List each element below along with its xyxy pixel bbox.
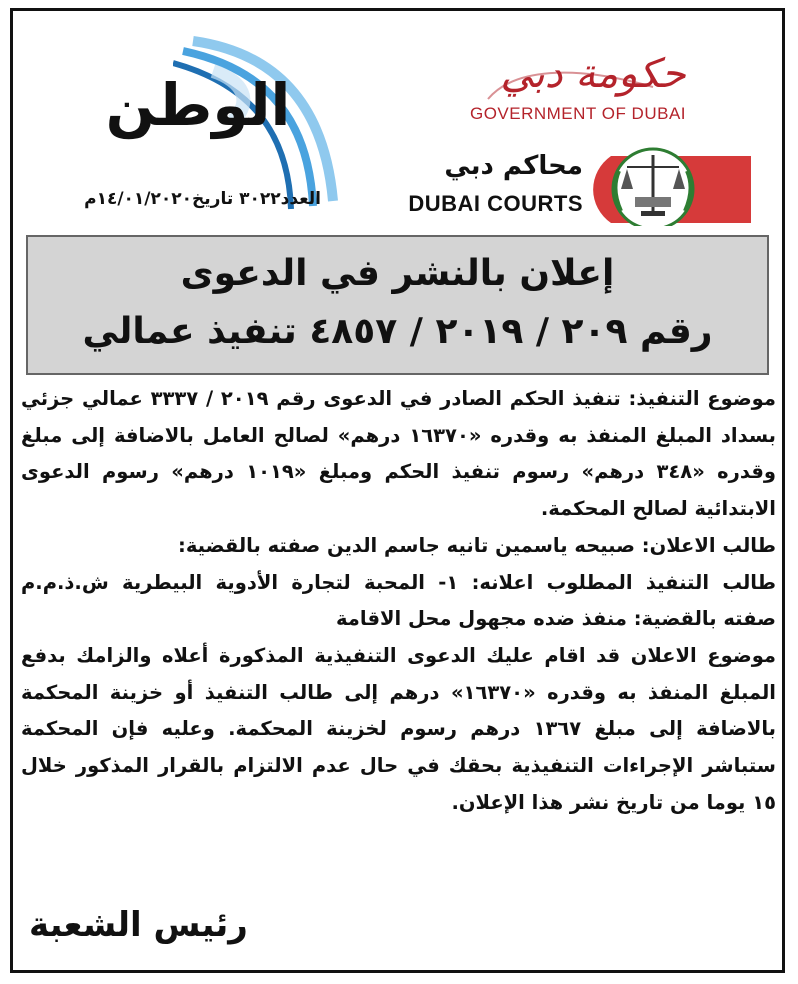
notice-frame	[10, 8, 785, 973]
signature: رئيس الشعبة	[29, 905, 248, 945]
notice-title-line-2: رقم ٢٠٩ / ٢٠١٩ / ٤٨٥٧ تنفيذ عمالي	[82, 311, 713, 352]
notice-body	[21, 381, 776, 821]
notice-title-line-1: إعلان بالنشر في الدعوى	[180, 253, 615, 294]
notice-header	[13, 11, 782, 233]
notice-title-box	[26, 235, 769, 375]
courts-english-name: DUBAI COURTS	[408, 191, 583, 216]
government-arabic-name: حكومة دبي	[500, 51, 686, 97]
notice-subject-paragraph: موضوع الاعلان قد اقام عليك الدعوى التنفيذية المذكورة أعلاه والزامك بدفع المبلغ المنفذ به وقدره «١٦٣٧٠» درهم إلى طالب التنفيذ أو خزينة المحكمة بالاضافة إلى مبلغ ١٣٦٧ درهم رسوم لخزينة المحكمة. وعليه فإن المحكمة ستباشر الإجراءات التنفيذية بحقك في حال عدم الالتزام بالقرار المذكور خلال ١٥ يوما من تاريخ نشر هذا الإعلان.	[21, 643, 777, 814]
notice-requester-paragraph: طالب الاعلان: صبيحه ياسمين تانيه جاسم الدين صفته بالقضية:	[178, 533, 776, 557]
execution-subject-paragraph: موضوع التنفيذ: تنفيذ الحكم الصادر في الدعوى رقم ٢٠١٩ / ٣٣٣٧ عمالي جزئي بسداد المبلغ المنفذ به وقدره «١٦٣٧٠ درهم» لصالح العامل بالاضافة إلى مبلغ وقدره «٣٤٨ درهم» رسوم تنفيذ الحكم ومبلغ «١٠١٩ درهم» رسوم الدعوى الابتدائية لصالح المحكمة.	[21, 387, 776, 521]
courts-arabic-name: محاكم دبي	[444, 151, 583, 181]
scales-of-justice-emblem-icon	[591, 141, 751, 226]
issue-line: العدد٣٠٢٢ تاريخ١٤/٠١/٢٠٢٠م	[84, 189, 321, 209]
respondent-paragraph: طالب التنفيذ المطلوب اعلانه: ١- المحبة لتجارة الأدوية البيطرية ش.ذ.م.م صفته بالقضية: منفذ ضده مجهول محل الاقامة	[21, 570, 776, 631]
newspaper-name: الوطن	[105, 71, 291, 139]
government-english-name: GOVERNMENT OF DUBAI	[469, 104, 687, 123]
